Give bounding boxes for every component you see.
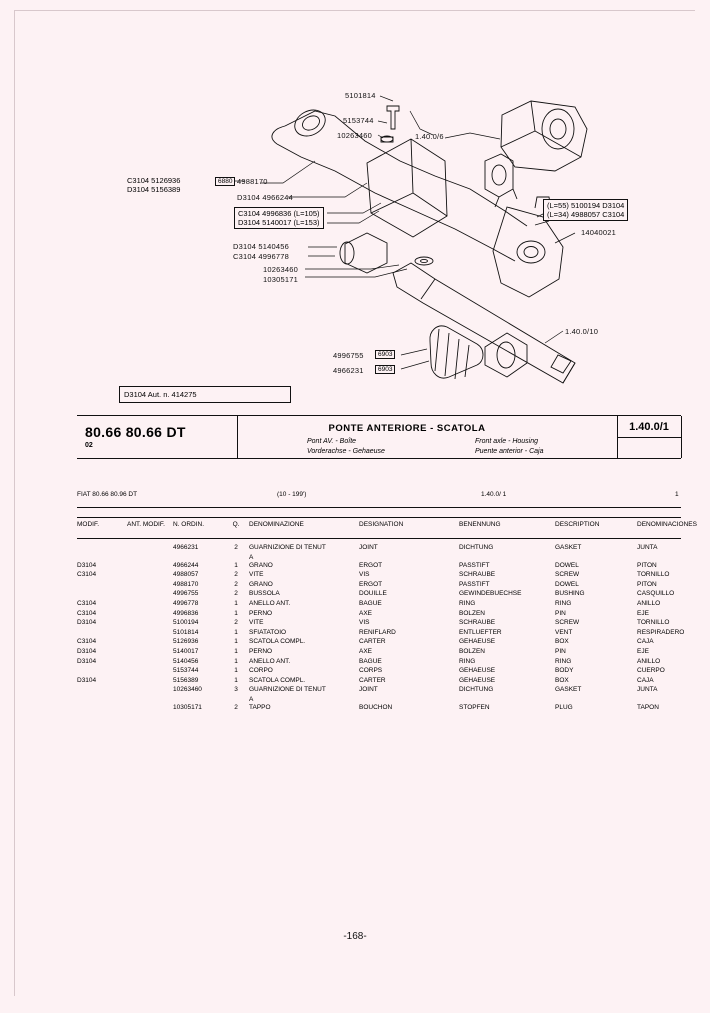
table-row-continuation: [77, 696, 681, 704]
cell-benennung: RING: [459, 599, 476, 607]
cell-denominazione: PERNO: [249, 609, 273, 617]
col-header-designation: DESIGNATION: [359, 521, 404, 528]
cell-denominaciones: CAJA: [637, 676, 654, 684]
cell-denominaciones: ANILLO: [637, 657, 661, 665]
meta-model: FIAT 80.66 80.96 DT: [77, 491, 138, 498]
cell-description: PIN: [555, 647, 566, 655]
cell-n-ordin: 5100194: [173, 619, 199, 627]
cell-description: DOWEL: [555, 580, 579, 588]
cell-n-ordin: 4996778: [173, 599, 199, 607]
cell-benennung: BOLZEN: [459, 647, 486, 655]
cell-n-ordin: 5140456: [173, 657, 199, 665]
cell-designation: JOINT: [359, 544, 378, 551]
table-row: [77, 610, 681, 620]
cell-denominaciones: JUNTA: [637, 686, 658, 694]
cell-modif: D3104: [77, 647, 97, 655]
cell-description: VENT: [555, 628, 573, 636]
model-number: 80.66 80.66 DT: [85, 424, 186, 440]
table-row: [77, 581, 681, 591]
cell-q: 1: [234, 657, 238, 665]
cell-denominazione: CORPO: [249, 667, 273, 675]
cell-q: 1: [234, 609, 238, 617]
cell-denominaciones: TORNILLO: [637, 619, 670, 627]
tag-6903-b: 6903: [375, 365, 395, 374]
col-header-q: Q.: [232, 521, 240, 528]
col-header-description: DESCRIPTION: [555, 521, 600, 528]
cell-denominazione: SFIATATOIO: [249, 628, 287, 636]
table-row: [77, 704, 681, 714]
cell-denominazione: ANELLO ANT.: [249, 599, 291, 607]
label-1-40-0-6: 1.40.0/6: [415, 132, 444, 141]
page-number: -168-: [343, 931, 367, 942]
cell-denominaciones: EJE: [637, 609, 649, 617]
table-row: [77, 658, 681, 668]
cell-denominazione: BUSSOLA: [249, 590, 280, 598]
label-group-perno: [234, 207, 324, 229]
cell-n-ordin: 10263460: [173, 686, 202, 694]
cell-description: GASKET: [555, 544, 582, 551]
titleblock-code-cell: [617, 416, 681, 458]
cell-description: DOWEL: [555, 561, 579, 569]
cell-designation: JOINT: [359, 686, 378, 694]
cell-denominaciones: TORNILLO: [637, 571, 670, 579]
tag-6880: 6880: [215, 177, 235, 186]
cell-denominaciones: ANILLO: [637, 599, 661, 607]
cell-benennung: SCHRAUBE: [459, 619, 496, 627]
cell-description: BODY: [555, 667, 574, 675]
cell-modif: C3104: [77, 609, 97, 617]
label-d3104-5140456: D3104 5140456: [233, 242, 289, 251]
aut-reference-box: [119, 386, 291, 403]
label-l34-4988057: (L=34) 4988057 C3104: [547, 210, 625, 219]
cell-denominazione: SCATOLA COMPL.: [249, 638, 306, 646]
label-d3104-4966244: D3104 4966244: [237, 193, 293, 202]
table-rule-header-top: [77, 517, 681, 518]
section-code: 1.40.0/1: [629, 421, 669, 433]
cell-denominazione: TAPPO: [249, 703, 271, 711]
label-10263460-mid: 10263460: [263, 265, 298, 274]
cell-benennung: SCHRAUBE: [459, 571, 496, 579]
table-row: [77, 667, 681, 677]
cell-benennung: DICHTUNG: [459, 544, 494, 551]
exploded-diagram: [15, 11, 695, 401]
cell-q: 1: [234, 676, 238, 684]
cell-modif: C3104: [77, 599, 97, 607]
assembly-title-en: Front axle - Housing: [475, 438, 539, 445]
cell-n-ordin: 4996836: [173, 609, 199, 617]
cell-description: PIN: [555, 609, 566, 617]
label-4988170: 4988170: [237, 177, 268, 186]
cell-q: 1: [234, 667, 238, 675]
cell-modif: D3104: [77, 561, 97, 569]
cell-designation: AXE: [359, 609, 373, 617]
table-row: [77, 590, 681, 600]
cell-benennung: GEHAEUSE: [459, 638, 496, 646]
cell-designation: BAGUE: [359, 657, 382, 665]
label-5153744: 5153744: [343, 116, 374, 125]
cell-designation: CARTER: [359, 676, 386, 684]
cell-denominaciones: CASQUILLO: [637, 590, 675, 598]
model-sub: 02: [85, 442, 93, 449]
table-row: [77, 686, 681, 696]
cell-n-ordin: 5153744: [173, 667, 199, 675]
cell-denominaciones: CAJA: [637, 638, 654, 646]
cell-description: RING: [555, 599, 572, 607]
cell-q: 1: [234, 638, 238, 646]
cell-denominaciones: RESPIRADERO: [637, 628, 685, 636]
cell-designation: AXE: [359, 647, 373, 655]
cell-designation: BOUCHON: [359, 703, 393, 711]
label-c3104-5126936: C3104 5126936: [127, 176, 181, 185]
cell-n-ordin: 5156389: [173, 676, 199, 684]
cell-q: 3: [234, 686, 238, 694]
cell-denominazione: GRANO: [249, 561, 273, 569]
cell-q: 2: [234, 544, 238, 551]
label-group-vite: [543, 199, 628, 221]
label-d3104-5140017: D3104 5140017 (L=153): [238, 218, 320, 227]
cell-denominazione-continued: A: [249, 695, 254, 703]
meta-date: (10 - 199'): [277, 491, 307, 498]
col-header-n-ordin: N. ORDIN.: [173, 521, 205, 528]
cell-benennung: ENTLUEFTER: [459, 628, 502, 636]
cell-benennung: GEHAEUSE: [459, 676, 496, 684]
cell-n-ordin: 5101814: [173, 628, 199, 636]
title-block: [77, 415, 681, 459]
table-row: [77, 571, 681, 581]
cell-n-ordin: 4988170: [173, 580, 199, 588]
cell-designation: VIS: [359, 571, 370, 579]
cell-benennung: GEWINDEBUECHSE: [459, 590, 522, 598]
cell-denominazione-continued: A: [249, 553, 254, 561]
label-4966231: 4966231: [333, 366, 364, 375]
titleblock-model-cell: [77, 416, 237, 458]
cell-n-ordin: 4966244: [173, 561, 199, 569]
cell-benennung: RING: [459, 657, 476, 665]
label-1-40-0-10: 1.40.0/10: [565, 327, 599, 336]
cell-designation: BAGUE: [359, 599, 382, 607]
label-14040021: 14040021: [581, 228, 616, 237]
cell-benennung: GEHAEUSE: [459, 667, 496, 675]
meta-page-mark: 1: [675, 491, 679, 498]
cell-denominaciones: JUNTA: [637, 544, 658, 551]
cell-n-ordin: 4988057: [173, 571, 199, 579]
cell-designation: CORPS: [359, 667, 383, 675]
cell-denominaciones: PITON: [637, 561, 657, 569]
cell-n-ordin: 5140017: [173, 647, 199, 655]
label-10305171: 10305171: [263, 275, 298, 284]
cell-benennung: STOPFEN: [459, 703, 490, 711]
cell-q: 2: [234, 580, 238, 588]
cell-benennung: DICHTUNG: [459, 686, 494, 694]
titleblock-title-cell: [237, 416, 577, 458]
label-10263460-top: 10263460: [337, 131, 372, 140]
label-l55-5100194: (L=55) 5100194 D3104: [547, 201, 625, 210]
table-row: [77, 628, 685, 639]
cell-denominazione: GUARNIZIONE DI TENUT: [249, 544, 326, 551]
table-rule-top: [77, 507, 681, 508]
table-row: [77, 619, 681, 629]
label-group-scatola-compl: [127, 176, 180, 194]
table-row: [77, 600, 681, 610]
cell-modif: D3104: [77, 676, 97, 684]
col-header-denominaciones: DENOMINACIONES: [637, 521, 697, 528]
assembly-title-fr: Pont AV. - Boîte: [307, 438, 357, 445]
cell-benennung: BOLZEN: [459, 609, 486, 617]
cell-n-ordin: 5126936: [173, 638, 199, 646]
table-row: [77, 562, 681, 572]
cell-denominazione: ANELLO ANT.: [249, 657, 291, 665]
cell-description: BUSHING: [555, 590, 585, 598]
cell-designation: DOUILLE: [359, 590, 387, 598]
cell-designation: RENIFLARD: [359, 628, 396, 636]
meta-code: 1.40.0/ 1: [481, 491, 507, 498]
cell-denominaciones: PITON: [637, 580, 657, 588]
cell-denominaciones: CUERPO: [637, 667, 665, 675]
cell-q: 1: [234, 647, 238, 655]
cell-denominaciones: EJE: [637, 647, 649, 655]
cell-q: 1: [234, 561, 238, 569]
cell-description: BOX: [555, 676, 569, 684]
cell-modif: D3104: [77, 619, 97, 627]
col-header-denominazione: DENOMINAZIONE: [249, 521, 304, 528]
cell-modif: C3104: [77, 571, 97, 579]
cell-q: 1: [234, 628, 238, 636]
cell-denominazione: GUARNIZIONE DI TENUT: [249, 686, 326, 694]
cell-denominazione: VITE: [249, 571, 264, 579]
cell-denominazione: SCATOLA COMPL.: [249, 676, 306, 684]
aut-reference-text: D3104 Aut. n. 414275: [124, 390, 197, 399]
cell-denominaciones: TAPON: [637, 703, 659, 711]
label-5101814: 5101814: [345, 91, 376, 100]
assembly-title-es: Puente anterior - Caja: [475, 448, 544, 455]
col-header-ant-modif: ANT. MODIF.: [127, 521, 165, 528]
cell-q: 1: [234, 599, 238, 607]
table-rule-header-bottom: [77, 538, 681, 539]
titleblock-divider-end: [681, 416, 682, 458]
parts-table: [77, 544, 685, 714]
table-row-continuation: [77, 554, 681, 562]
cell-denominazione: PERNO: [249, 647, 273, 655]
cell-q: 2: [234, 619, 238, 627]
assembly-title: PONTE ANTERIORE - SCATOLA: [328, 423, 486, 434]
cell-n-ordin: 10305171: [173, 703, 202, 711]
col-header-benennung: BENENNUNG: [459, 521, 501, 528]
assembly-title-de: Vorderachse - Gehaeuse: [307, 448, 385, 455]
table-row: [77, 677, 681, 687]
label-c3104-4996836: C3104 4996836 (L=105): [238, 209, 320, 218]
label-4996755: 4996755: [333, 351, 364, 360]
cell-description: BOX: [555, 638, 569, 646]
cell-benennung: PASSTIFT: [459, 561, 490, 569]
cell-q: 2: [234, 590, 238, 598]
cell-modif: D3104: [77, 657, 97, 665]
cell-designation: CARTER: [359, 638, 386, 646]
cell-designation: ERGOT: [359, 580, 383, 588]
cell-description: RING: [555, 657, 572, 665]
cell-n-ordin: 4966231: [173, 544, 199, 551]
table-row: [77, 638, 681, 648]
label-d3104-5156389: D3104 5156389: [127, 185, 181, 194]
cell-modif: C3104: [77, 638, 97, 646]
catalog-page: [14, 10, 695, 996]
cell-description: GASKET: [555, 686, 582, 694]
table-column-headers: [77, 521, 697, 535]
cell-denominazione: VITE: [249, 619, 264, 627]
cell-description: PLUG: [555, 703, 573, 711]
table-row: [77, 544, 681, 554]
cell-n-ordin: 4996755: [173, 590, 199, 598]
cell-q: 2: [234, 571, 238, 579]
cell-q: 2: [234, 703, 238, 711]
cell-designation: ERGOT: [359, 561, 383, 569]
table-row: [77, 648, 681, 658]
label-c3104-4996778: C3104 4996778: [233, 252, 289, 261]
cell-denominazione: GRANO: [249, 580, 273, 588]
cell-description: SCREW: [555, 619, 580, 627]
col-header-modif: MODIF.: [77, 521, 100, 528]
cell-benennung: PASSTIFT: [459, 580, 490, 588]
cell-description: SCREW: [555, 571, 580, 579]
tag-6903-a: 6903: [375, 350, 395, 359]
cell-designation: VIS: [359, 619, 370, 627]
